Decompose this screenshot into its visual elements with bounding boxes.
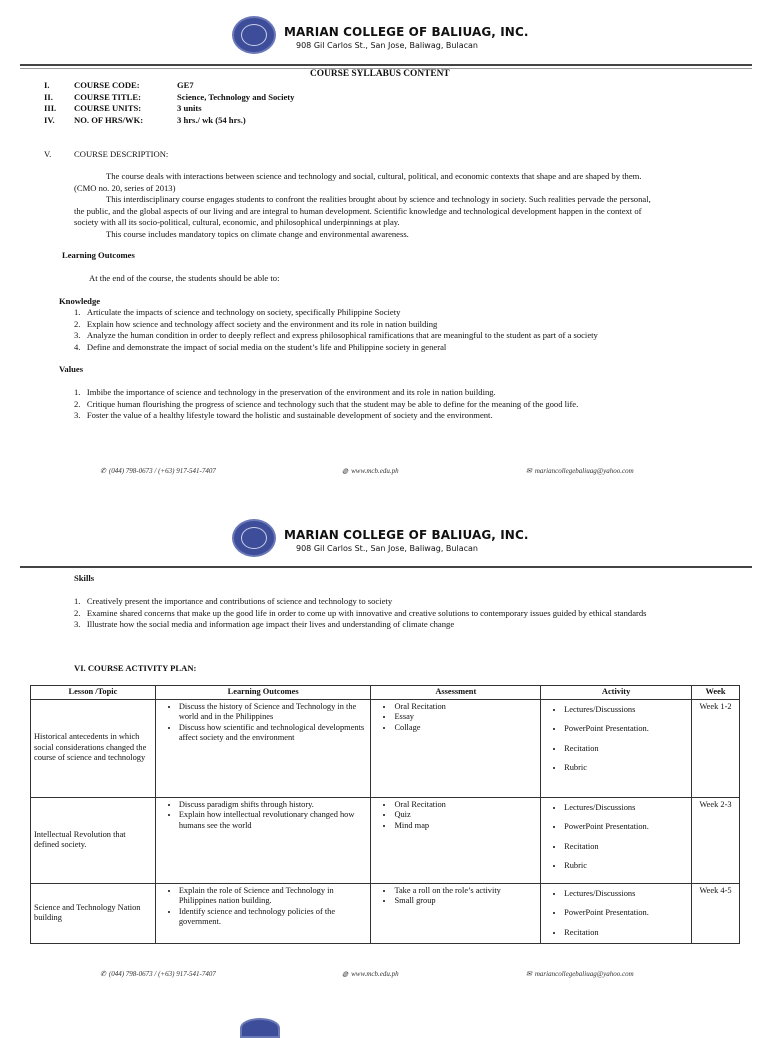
activity-item: • Recitation bbox=[564, 744, 688, 755]
assessment-item: • Essay bbox=[394, 712, 537, 723]
table-row bbox=[31, 797, 740, 883]
activity-item: • Rubric bbox=[564, 763, 688, 774]
activity-item: • Lectures/Discussions bbox=[564, 803, 688, 814]
syllabus-heading: COURSE SYLLABUS CONTENT bbox=[310, 69, 450, 79]
activity-cell bbox=[541, 883, 692, 943]
column-header: Activity bbox=[541, 686, 692, 700]
outcomes-cell bbox=[155, 797, 371, 883]
activity-plan-heading: VI. COURSE ACTIVITY PLAN: bbox=[74, 663, 197, 673]
description-num: V. bbox=[44, 149, 52, 159]
info-value: GE7 bbox=[177, 80, 194, 90]
column-header: Week bbox=[692, 686, 740, 700]
description-text: This interdisciplinary course engages students to confront the realities brought about by science and technology in society. Such realities pervade the personal, bbox=[106, 194, 651, 204]
assessment-item: • Oral Recitation bbox=[394, 702, 537, 713]
info-num: III. bbox=[44, 103, 57, 113]
outcomes-cell bbox=[155, 883, 371, 943]
topic-cell: Science and Technology Nation building bbox=[31, 883, 156, 943]
assessment-cell bbox=[371, 797, 541, 883]
footer-website[interactable]: ◍ www.mcb.edu.ph bbox=[342, 467, 399, 475]
info-num: IV. bbox=[44, 114, 55, 125]
info-label: COURSE CODE: bbox=[74, 80, 140, 90]
assessment-cell bbox=[371, 883, 541, 943]
activity-item: • Recitation bbox=[564, 928, 688, 939]
assessment-item: • Collage bbox=[394, 723, 537, 734]
skills-item: 2. Examine shared concerns that make up the good life in order to come up with innovative and creative solutions to contemporary issues guided by ethical standards bbox=[74, 607, 647, 618]
outcome-item: • Discuss how scientific and technological developments affect society and the environment bbox=[179, 723, 368, 744]
values-item: 1. Imbibe the importance of science and technology in the preservation of the environment and its role in nation building. bbox=[74, 387, 496, 397]
college-address: 908 Gil Carlos St., San Jose, Baliwag, Bulacan bbox=[296, 544, 478, 553]
footer-email[interactable]: ✉ mariancollegebaliuag@yahoo.com bbox=[526, 970, 634, 978]
week-cell: Week 4-5 bbox=[692, 883, 740, 943]
knowledge-item: 1. Articulate the impacts of science and technology on society, specifically Philippine Society bbox=[74, 307, 401, 317]
college-seal-logo bbox=[240, 1018, 280, 1038]
table-row bbox=[31, 699, 740, 797]
activity-item: • Lectures/Discussions bbox=[564, 889, 688, 900]
info-label: COURSE TITLE: bbox=[74, 91, 141, 102]
assessment-item: • Oral Recitation bbox=[394, 800, 537, 811]
outcome-item: • Identify science and technology policies of the government. bbox=[179, 907, 368, 928]
outcome-item: • Explain the role of Science and Technology in Philippines nation building. bbox=[179, 886, 368, 907]
info-num: I. bbox=[44, 80, 50, 90]
header-divider bbox=[20, 64, 752, 66]
activity-item: • Recitation bbox=[564, 842, 688, 853]
info-label: NO. OF HRS/WK: bbox=[74, 114, 144, 125]
column-header: Learning Outcomes bbox=[155, 686, 371, 700]
column-header: Assessment bbox=[371, 686, 541, 700]
column-header: Lesson /Topic bbox=[31, 686, 156, 700]
phone-icon: ✆ bbox=[100, 467, 106, 475]
footer-website[interactable]: ◍ www.mcb.edu.ph bbox=[342, 970, 399, 978]
info-value: Science, Technology and Society bbox=[177, 91, 295, 102]
college-seal-logo bbox=[232, 519, 276, 557]
values-item: 3. Foster the value of a healthy lifestyle toward the holistic and sustainable development of society and the environment. bbox=[74, 410, 493, 420]
skills-item: 3. Illustrate how the social media and information age impact their lives and understanding of climate change bbox=[74, 619, 455, 629]
description-text: The course deals with interactions between science and technology and social, cultural, political, and economic contexts that shape and are shaped by them. bbox=[106, 171, 642, 181]
topic-cell: Historical antecedents in which social considerations changed the course of science and technology bbox=[31, 699, 156, 797]
info-num: II. bbox=[44, 91, 53, 102]
assessment-item: • Small group bbox=[394, 896, 537, 907]
footer-email[interactable]: ✉ mariancollegebaliuag@yahoo.com bbox=[526, 467, 634, 475]
mail-icon: ✉ bbox=[526, 970, 532, 978]
knowledge-label: Knowledge bbox=[59, 296, 101, 306]
activity-cell bbox=[541, 699, 692, 797]
activity-item: • PowerPoint Presentation. bbox=[564, 724, 688, 735]
info-value: 3 units bbox=[177, 103, 202, 113]
college-seal-logo bbox=[232, 16, 276, 54]
knowledge-item: 3. Analyze the human condition in order to deeply reflect and express philosophical ramifications that are meaningful to the student as part of a society bbox=[74, 330, 598, 340]
table-header-row bbox=[31, 686, 740, 700]
footer-phone: ✆ (044) 798-0673 / (+63) 917-541-7407 bbox=[100, 970, 216, 978]
college-address: 908 Gil Carlos St., San Jose, Baliwag, Bulacan bbox=[296, 41, 478, 50]
info-label: COURSE UNITS: bbox=[74, 103, 142, 113]
outcome-item: • Explain how intellectual revolutionary changed how humans see the world bbox=[179, 810, 368, 831]
description-text: the public, and the global aspects of our living and are integral to human development. Scientific knowledge and technological development happen in the context of bbox=[74, 205, 642, 216]
activity-item: • PowerPoint Presentation. bbox=[564, 908, 688, 919]
skills-item: 1. Creatively present the importance and contributions of science and technology to society bbox=[74, 596, 393, 606]
outcome-item: • Discuss the history of Science and Technology in the world and in the Philippines bbox=[179, 702, 368, 723]
globe-icon: ◍ bbox=[342, 467, 349, 475]
week-cell: Week 1-2 bbox=[692, 699, 740, 797]
description-label: COURSE DESCRIPTION: bbox=[74, 149, 169, 159]
table-row bbox=[31, 883, 740, 943]
college-name: MARIAN COLLEGE OF BALIUAG, INC. bbox=[284, 528, 529, 542]
assessment-cell bbox=[371, 699, 541, 797]
phone-icon: ✆ bbox=[100, 970, 106, 978]
week-cell: Week 2-3 bbox=[692, 797, 740, 883]
description-text: This course includes mandatory topics on climate change and environmental awareness. bbox=[106, 228, 409, 239]
activity-cell bbox=[541, 797, 692, 883]
knowledge-item: 2. Explain how science and technology affect society and the environment and its role in nation building bbox=[74, 318, 438, 329]
assessment-item: • Quiz bbox=[394, 810, 537, 821]
activity-item: • PowerPoint Presentation. bbox=[564, 822, 688, 833]
topic-cell: Intellectual Revolution that defined society. bbox=[31, 797, 156, 883]
footer-phone: ✆ (044) 798-0673 / (+63) 917-541-7407 bbox=[100, 467, 216, 475]
values-label: Values bbox=[59, 364, 84, 374]
activity-plan-table bbox=[30, 685, 740, 944]
activity-item: • Lectures/Discussions bbox=[564, 705, 688, 716]
activity-item: • Rubric bbox=[564, 861, 688, 872]
header-divider bbox=[20, 566, 752, 568]
learning-outcomes-label: Learning Outcomes bbox=[62, 250, 135, 260]
skills-label: Skills bbox=[74, 573, 95, 583]
learning-outcomes-intro: At the end of the course, the students should be able to: bbox=[89, 273, 280, 283]
description-text: (CMO no. 20, series of 2013) bbox=[74, 182, 176, 193]
outcomes-cell bbox=[155, 699, 371, 797]
mail-icon: ✉ bbox=[526, 467, 532, 475]
knowledge-item: 4. Define and demonstrate the impact of social media on the student’s life and Philippine society in general bbox=[74, 341, 447, 352]
assessment-item: • Mind map bbox=[394, 821, 537, 832]
assessment-item: • Take a roll on the role’s activity bbox=[394, 886, 537, 897]
info-value: 3 hrs./ wk (54 hrs.) bbox=[177, 114, 246, 125]
outcome-item: • Discuss paradigm shifts through history. bbox=[179, 800, 368, 811]
college-name: MARIAN COLLEGE OF BALIUAG, INC. bbox=[284, 25, 529, 39]
globe-icon: ◍ bbox=[342, 970, 349, 978]
values-item: 2. Critique human flourishing the progress of science and technology such that the student may be able to define for the meaning of the good life. bbox=[74, 398, 579, 409]
description-text: society with all its socio-political, cultural, economic, and philosophical underpinnings at play. bbox=[74, 217, 400, 227]
